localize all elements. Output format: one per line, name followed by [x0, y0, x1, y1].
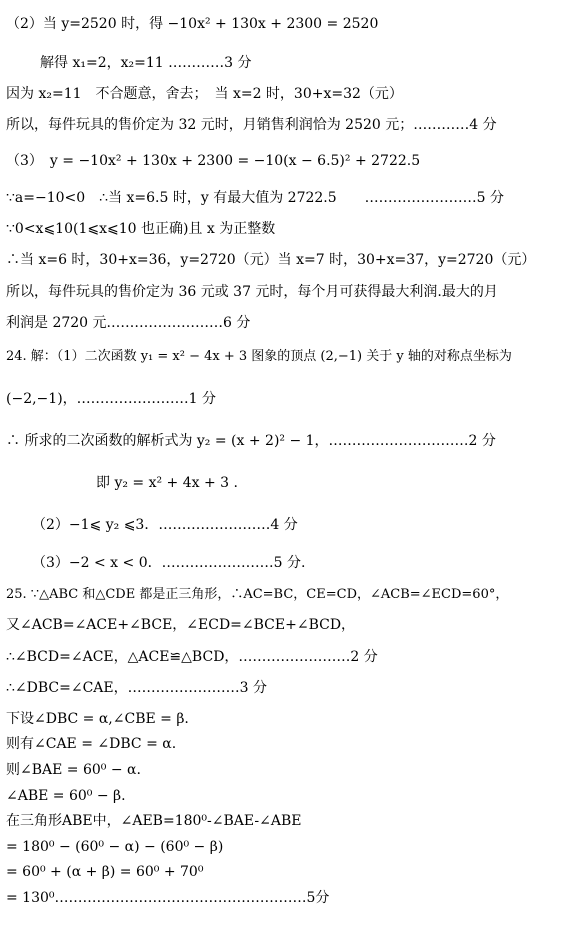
text-line: = 130⁰………………………………………………5分 — [6, 890, 330, 906]
text-line: 又∠ACB=∠ACE+∠BCE，∠ECD=∠BCE+∠BCD， — [6, 617, 356, 633]
text-line: 所以，每件玩具的售价定为 36 元或 37 元时，每个月可获得最大利润.最大的月 — [6, 284, 498, 300]
text-line: 下设∠DBC = α,∠CBE = β. — [6, 711, 189, 727]
text-line: ∠ABE = 60⁰ − β. — [6, 788, 126, 804]
text-line: 因为 x₂=11 不合题意，舍去； 当 x=2 时，30+x=32（元） — [6, 86, 403, 102]
text-line: = 180⁰ − (60⁰ − α) − (60⁰ − β) — [6, 839, 224, 855]
text-line: 即 y₂ = x² + 4x + 3 . — [96, 475, 238, 491]
text-line: （2）当 y=2520 时，得 −10x² + 130x + 2300 = 2520 — [6, 16, 379, 32]
text-line: 所以，每件玩具的售价定为 32 元时，月销售利润恰为 2520 元；…………4 分 — [6, 117, 497, 133]
text-line: ∴ 所求的二次函数的解析式为 y₂ = (x + 2)² − 1，…………………………2 分 — [6, 433, 496, 449]
text-line: 利润是 2720 元.……………………6 分 — [6, 315, 251, 331]
text-line: 则∠BAE = 60⁰ − α. — [6, 762, 141, 778]
text-line: 解得 x₁=2，x₂=11 …………3 分 — [40, 55, 252, 71]
text-line: (−2,−1)，……………………1 分 — [6, 391, 217, 407]
text-line: 则有∠CAE = ∠DBC = α. — [6, 736, 177, 752]
text-line: ∵a=−10<0 ∴当 x=6.5 时，y 有最大值为 2722.5 ……………………5 分 — [6, 190, 505, 206]
text-line: ∴∠BCD=∠ACE，△ACE≌△BCD，……………………2 分 — [6, 649, 378, 665]
text-line: 25. ∵△ABC 和△CDE 都是正三角形，∴AC=BC，CE=CD，∠ACB=∠ECD=60°， — [6, 587, 509, 602]
text-line: （3） y = −10x² + 130x + 2300 = −10(x − 6.5)² + 2722.5 — [6, 153, 421, 169]
text-line: （2）−1⩽ y₂ ⩽3．……………………4 分 — [32, 517, 298, 533]
text-line: （3）−2 < x < 0．……………………5 分. — [32, 555, 306, 571]
text-line: 24. 解：（1）二次函数 y₁ = x² − 4x + 3 图象的顶点 (2,−1) 关于 y 轴的对称点坐标为 — [6, 349, 512, 364]
text-line: 在三角形ABE中，∠AEB=180⁰-∠BAE-∠ABE — [6, 813, 302, 829]
text-line: ∴当 x=6 时，30+x=36，y=2720（元）当 x=7 时，30+x=37，y=2720（元） — [6, 252, 536, 268]
text-line: ∴∠DBC=∠CAE，……………………3 分 — [6, 680, 267, 696]
text-line: ∵0<x⩽10(1⩽x⩽10 也正确)且 x 为正整数 — [6, 221, 276, 237]
text-line: = 60⁰ + (α + β) = 60⁰ + 70⁰ — [6, 864, 204, 880]
